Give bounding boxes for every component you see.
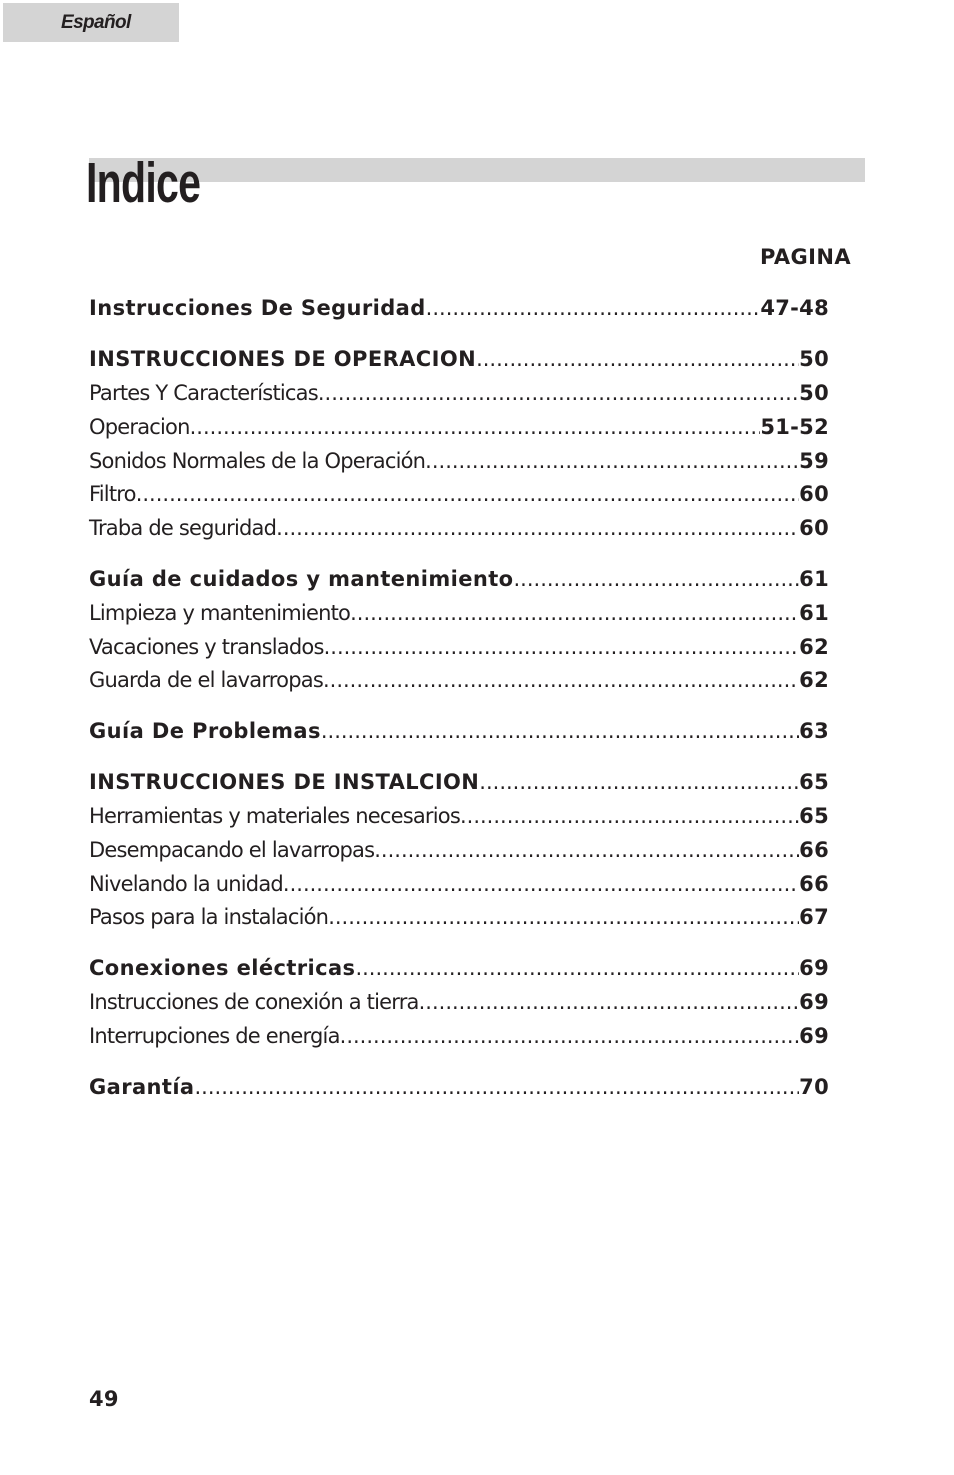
dot-leader bbox=[340, 1022, 800, 1050]
toc-entry-page: 65 bbox=[799, 804, 829, 828]
language-tab: Español bbox=[3, 3, 179, 42]
toc-entry-page: 66 bbox=[799, 872, 829, 896]
toc-entry-page: 50 bbox=[799, 347, 829, 371]
toc-entry-label: Desempacando el lavarropas bbox=[89, 838, 375, 862]
dot-leader bbox=[514, 565, 800, 593]
toc-entry-page: 70 bbox=[799, 1075, 829, 1099]
toc-entry-label: Guía de cuidados y mantenimiento bbox=[89, 567, 514, 591]
toc-entry-label: Traba de seguridad bbox=[89, 516, 277, 540]
toc-entry-page: 47-48 bbox=[760, 296, 829, 320]
dot-leader bbox=[136, 480, 799, 508]
toc-entry-care-and-maintenance[interactable] bbox=[89, 565, 829, 593]
toc-entry-label: Vacaciones y translados bbox=[89, 635, 324, 659]
toc-entry-warranty[interactable] bbox=[89, 1073, 829, 1101]
toc-entry-safety-lock[interactable] bbox=[89, 514, 829, 542]
toc-entry-filter[interactable] bbox=[89, 480, 829, 508]
toc-entry-washer-storage[interactable] bbox=[89, 666, 829, 694]
dot-leader bbox=[419, 988, 800, 1016]
toc-entry-safety-instructions[interactable] bbox=[89, 294, 829, 322]
dot-leader bbox=[350, 599, 799, 627]
toc-entry-page: 67 bbox=[799, 905, 829, 929]
toc-entry-label: Sonidos Normales de la Operación bbox=[89, 449, 426, 473]
toc-entry-label: Conexiones eléctricas bbox=[89, 956, 356, 980]
toc-entry-page: 66 bbox=[799, 838, 829, 862]
toc-entry-label: Guía De Problemas bbox=[89, 719, 321, 743]
dot-leader bbox=[476, 345, 799, 373]
dot-leader bbox=[355, 954, 799, 982]
toc-entry-page: 61 bbox=[799, 601, 829, 625]
toc-entry-page: 60 bbox=[799, 516, 829, 540]
toc-entry-normal-operating-sounds[interactable] bbox=[89, 447, 829, 475]
toc-entry-page: 62 bbox=[799, 668, 829, 692]
toc-entry-label: Guarda de el lavarropas bbox=[89, 668, 323, 692]
toc-entry-page: 65 bbox=[799, 770, 829, 794]
toc-entry-label: Instrucciones De Seguridad bbox=[89, 296, 426, 320]
toc-entry-label: Filtro bbox=[89, 482, 136, 506]
dot-leader bbox=[283, 870, 799, 898]
toc-entry-label: Garantía bbox=[89, 1075, 195, 1099]
page-title: Indice bbox=[86, 151, 201, 215]
toc-entry-grounding-instructions[interactable] bbox=[89, 988, 829, 1016]
toc-entry-page: 51-52 bbox=[760, 415, 829, 439]
dot-leader bbox=[328, 903, 799, 931]
toc-entry-label: Partes Y Características bbox=[89, 381, 318, 405]
toc-entry-installation-instructions[interactable] bbox=[89, 768, 829, 796]
dot-leader bbox=[426, 294, 761, 322]
toc-entry-operation[interactable] bbox=[89, 413, 829, 441]
dot-leader bbox=[425, 447, 799, 475]
toc-entry-label: Operacion bbox=[89, 415, 190, 439]
dot-leader bbox=[318, 379, 799, 407]
toc-entry-page: 69 bbox=[799, 956, 829, 980]
dot-leader bbox=[374, 836, 799, 864]
page-column-header: PAGINA bbox=[760, 245, 851, 269]
toc-entry-operating-instructions[interactable] bbox=[89, 345, 829, 373]
toc-entry-troubleshooting[interactable] bbox=[89, 717, 829, 745]
toc-entry-page: 50 bbox=[799, 381, 829, 405]
toc-entry-label: Nivelando la unidad bbox=[89, 872, 283, 896]
toc-entry-page: 62 bbox=[799, 635, 829, 659]
dot-leader bbox=[190, 413, 761, 441]
dot-leader bbox=[276, 514, 799, 542]
toc-entry-label: INSTRUCCIONES DE INSTALCION bbox=[89, 770, 480, 794]
dot-leader bbox=[324, 633, 800, 661]
toc-entry-page: 59 bbox=[799, 449, 829, 473]
toc-entry-electrical-connections[interactable] bbox=[89, 954, 829, 982]
toc-entry-page: 69 bbox=[799, 1024, 829, 1048]
toc-entry-page: 60 bbox=[799, 482, 829, 506]
dot-leader bbox=[195, 1073, 800, 1101]
table-of-contents bbox=[89, 0, 829, 1475]
toc-entry-installation-steps[interactable] bbox=[89, 903, 829, 931]
toc-entry-parts-and-features[interactable] bbox=[89, 379, 829, 407]
dot-leader bbox=[321, 717, 799, 745]
toc-entry-page: 63 bbox=[799, 719, 829, 743]
toc-entry-power-interruptions[interactable] bbox=[89, 1022, 829, 1050]
toc-entry-leveling[interactable] bbox=[89, 870, 829, 898]
toc-entry-label: Pasos para la instalación bbox=[89, 905, 329, 929]
toc-entry-tools-and-materials[interactable] bbox=[89, 802, 829, 830]
dot-leader bbox=[323, 666, 799, 694]
toc-entry-label: Herramientas y materiales necesarios bbox=[89, 804, 460, 828]
toc-entry-label: Instrucciones de conexión a tierra bbox=[89, 990, 419, 1014]
toc-entry-vacation-and-moving[interactable] bbox=[89, 633, 829, 661]
toc-entry-page: 61 bbox=[799, 567, 829, 591]
toc-entry-unpacking[interactable] bbox=[89, 836, 829, 864]
dot-leader bbox=[479, 768, 799, 796]
toc-entry-label: INSTRUCCIONES DE OPERACION bbox=[89, 347, 477, 371]
dot-leader bbox=[460, 802, 799, 830]
page-number: 49 bbox=[89, 1387, 119, 1411]
toc-entry-cleaning[interactable] bbox=[89, 599, 829, 627]
toc-entry-page: 69 bbox=[799, 990, 829, 1014]
toc-entry-label: Interrupciones de energía bbox=[89, 1024, 340, 1048]
toc-entry-label: Limpieza y mantenimiento bbox=[89, 601, 351, 625]
